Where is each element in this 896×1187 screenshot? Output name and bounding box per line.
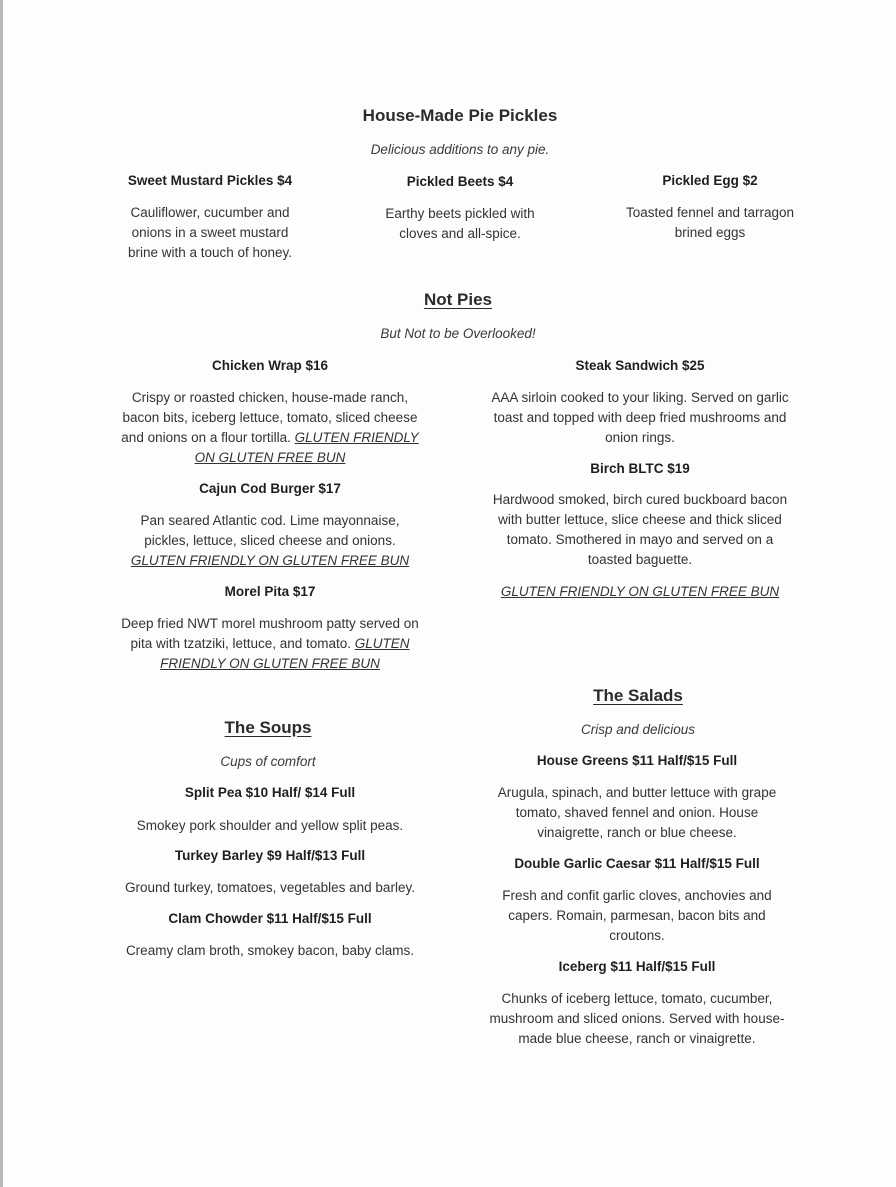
menu-item-description: Cauliflower, cucumber and onions in a sweet mustard brine with a touch of honey. xyxy=(127,205,293,260)
menu-item-description: Smokey pork shoulder and yellow split peas. xyxy=(136,818,404,833)
section-subtitle-salads: Crisp and delicious xyxy=(580,722,696,737)
menu-item-name: Pickled Egg $2 xyxy=(662,173,758,188)
menu-item-description: Toasted fennel and tarragon brined eggs xyxy=(625,205,795,240)
gluten-friendly-note: GLUTEN xyxy=(354,636,410,651)
menu-item-description xyxy=(465,582,815,602)
menu-item-description: AAA sirloin cooked to your liking. Served on garlic toast and topped with deep fried mushrooms and onion rings. xyxy=(491,390,789,445)
gluten-friendly-note: ON GLUTEN FREE BUN xyxy=(194,450,346,465)
section-subtitle-pickles: Delicious additions to any pie. xyxy=(370,142,550,157)
gluten-friendly-note: FRIENDLY ON GLUTEN FREE BUN xyxy=(160,656,380,671)
menu-item-name: Birch BLTC $19 xyxy=(590,461,690,476)
menu-item-name: Steak Sandwich $25 xyxy=(575,358,705,373)
section-title-salads: The Salads xyxy=(593,686,683,705)
menu-item-name: House Greens $11 Half/$15 Full xyxy=(536,753,738,768)
section-subtitle-not-pies: But Not to be Overlooked! xyxy=(380,326,536,341)
menu-item-name: Sweet Mustard Pickles $4 xyxy=(127,173,293,188)
section-title-pickles: House-Made Pie Pickles xyxy=(362,106,558,125)
menu-item-description: Creamy clam broth, smokey bacon, baby clams. xyxy=(125,943,415,958)
menu-item-name: Turkey Barley $9 Half/$13 Full xyxy=(174,848,366,863)
menu-item-description: Pan seared Atlantic cod. Lime mayonnaise, pickles, lettuce, sliced cheese and onions. GLUTEN FRIENDLY ON GLUTEN FREE BUN xyxy=(130,513,410,568)
menu-item-name: Iceberg $11 Half/$15 Full xyxy=(558,959,716,974)
menu-item-description: Deep fried NWT morel mushroom patty served on pita with tzatziki, lettuce, and tomato. GLUTEN FRIENDLY ON GLUTEN FREE BUN xyxy=(121,616,419,671)
menu-item-description: Chunks of iceberg lettuce, tomato, cucumber, mushroom and sliced onions. Served with house- made blue cheese, ranch or vinaigrette. xyxy=(489,991,785,1046)
menu-item-name: Chicken Wrap $16 xyxy=(211,358,329,373)
menu-item-description: Earthy beets pickled with cloves and all-spice. xyxy=(385,206,535,241)
menu-item-description: Crispy or roasted chicken, house-made ranch, bacon bits, iceberg lettuce, tomato, sliced cheese and onions on a flour tortilla. GLUTEN FRIENDLY ON GLUTEN FREE BUN xyxy=(121,390,419,465)
menu-item-description: Arugula, spinach, and butter lettuce with grape tomato, shaved fennel and onion. House vinaigrette, ranch or blue cheese. xyxy=(497,785,777,840)
menu-item-name: Split Pea $10 Half/ $14 Full xyxy=(184,785,356,800)
menu-item-name: Morel Pita $17 xyxy=(224,584,316,599)
gluten-friendly-note: GLUTEN FRIENDLY ON GLUTEN FREE BUN xyxy=(130,553,410,568)
menu-item-description: Hardwood smoked, birch cured buckboard bacon with butter lettuce, slice cheese and thick sliced tomato. Smothered in mayo and served on a toasted baguette. xyxy=(492,492,788,567)
gluten-friendly-note: GLUTEN FRIENDLY xyxy=(294,430,419,445)
page-edge xyxy=(0,0,3,1187)
menu-item-name: Double Garlic Caesar $11 Half/$15 Full xyxy=(514,856,760,871)
menu-item-name: Pickled Beets $4 xyxy=(406,174,514,189)
gluten-friendly-note: GLUTEN FRIENDLY ON GLUTEN FREE BUN xyxy=(500,584,780,599)
menu-item-name: Clam Chowder $11 Half/$15 Full xyxy=(168,911,372,926)
menu-item-description: Fresh and confit garlic cloves, anchovies and capers. Romain, parmesan, bacon bits and croutons. xyxy=(502,888,772,943)
menu-item-name: Cajun Cod Burger $17 xyxy=(199,481,341,496)
section-subtitle-soups: Cups of comfort xyxy=(220,754,316,769)
section-title-soups: The Soups xyxy=(224,718,312,737)
menu-item-description: Ground turkey, tomatoes, vegetables and barley. xyxy=(125,880,415,895)
section-title-not-pies: Not Pies xyxy=(423,290,493,309)
